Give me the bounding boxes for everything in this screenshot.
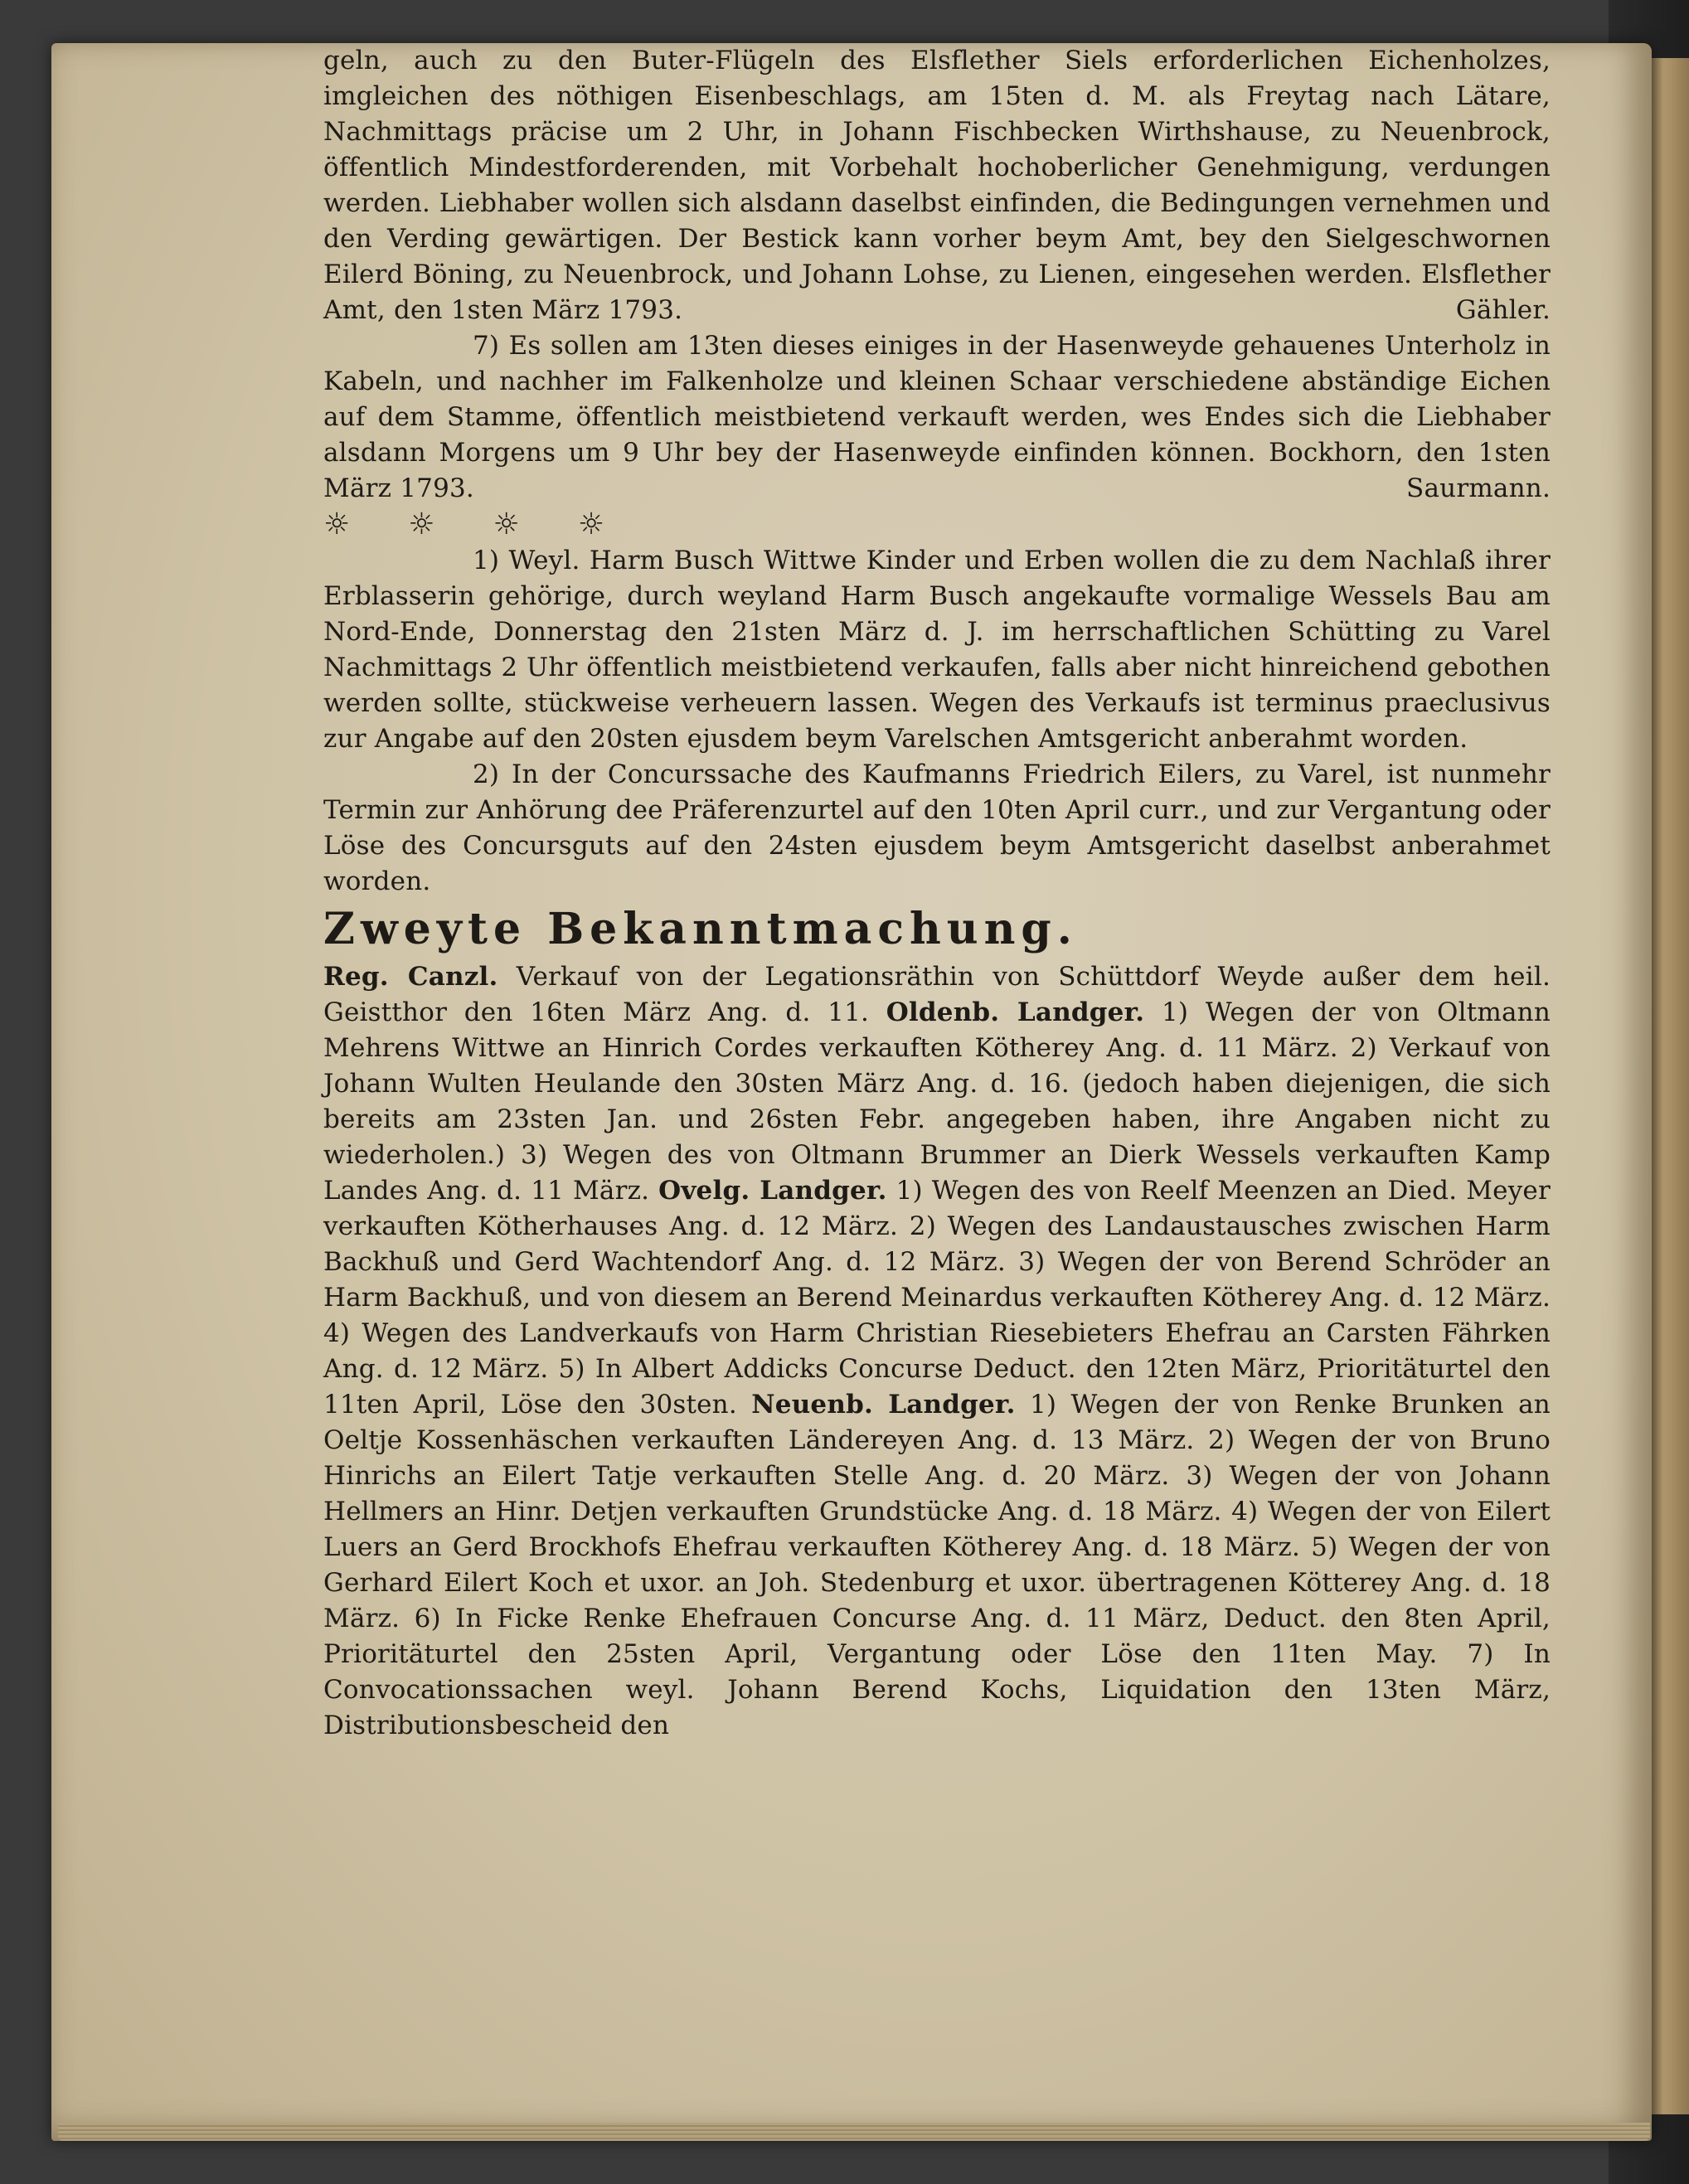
next-page-edge [1646,58,1689,2114]
section-divider-stars: ☼☼☼☼ [323,507,663,541]
signature-gaehler: Gähler. [1455,295,1551,325]
paragraph-continuation-text: geln, auch zu den Buter-Flügeln des Elsflether Siels erforderlichen Eichenholzes, imgleichen des nöthigen Eisenbeschlags, am 15ten d. M. als Freytag nach Lätare, Nachmittags präcise um 2 Uhr, in Johann Fischbecken Wirthshause, zu Neuenbrock, öffentlich Mindestforderenden, mit Vorbehalt hochoberlicher Genehmigung, verdungen werden. Liebhaber wollen sich alsdann daselbst einfinden, die Bedingungen vernehmen und den Verding gewärtigen. Der Bestick kann vorher beym Amt, bey den Sielgeschwornen Eilerd Böning, zu Neuenbrock, und Johann Lohse, zu Lienen, eingesehen werden. Elsflether Amt, den 1sten März 1793. [323,46,1551,325]
page-edge-stack [58,2123,1650,2141]
signature-saurmann: Saurmann. [1406,473,1551,503]
text-oldenb: 1) Wegen der von Oltmann Mehrens Wittwe an Hinrich Cordes verkauften Kötherey Ang. d. 11 März. 2) Verkauf von Johann Wulten Heulande den 30sten März Ang. d. 16. (jedoch haben diejenigen, die sich bereits am 23sten Jan. und 26sten Febr. angegeben haben, ihre Angaben nicht zu wiederholen.) 3) Wegen des von Oltmann Brummer an Dierk Wessels verkauften Kamp Landes Ang. d. 11 März. [323,997,1551,1206]
paragraph-varel-1: 1) Weyl. Harm Busch Wittwe Kinder und Erben wollen die zu dem Nachlaß ihrer Erblasserin gehörige, durch weyland Harm Busch angekaufte vormalige Wessels Bau am Nord-Ende, Donnerstag den 21sten März d. J. im herrschaftlichen Schütting zu Varel Nachmittags 2 Uhr öffentlich meistbietend verkaufen, falls aber nicht hinreichend gebothen werden sollte, stückweise verheuern lassen. Wegen des Verkaufs ist terminus praeclusivus zur Angabe auf den 20sten ejusdem beym Varelschen Amtsgericht anberahmt worden. [323,546,1551,754]
court-neuenb: Neuenb. Landger. [751,1390,1016,1420]
court-oldenb: Oldenb. Landger. [886,997,1145,1027]
section-heading: Zweyte Bekanntmachung. [323,904,1078,954]
paragraph-7 [323,328,1551,507]
paragraph-zweyte-bekanntmachung [323,959,1551,1744]
text-reg-canzl: Verkauf von der Legationsräthin von Schüttdorf Weyde außer dem heil. Geistthor den 16ten März Ang. d. 11. [323,962,1551,1027]
court-reg-canzl: Reg. Canzl. [323,962,498,992]
court-ovelg: Ovelg. Landger. [658,1176,887,1206]
page-text [323,43,1551,1744]
paragraph-varel-2: 2) In der Concurssache des Kaufmanns Friedrich Eilers, zu Varel, ist nunmehr Termin zur Anhörung dee Präferenzurtel auf den 10ten April curr., und zur Vergantung oder Löse des Concursguts auf den 24sten ejusdem beym Amtsgericht daselbst anberahmet worden. [323,760,1551,896]
paragraph-continuation [323,43,1551,328]
text-neuenb: 1) Wegen der von Renke Brunken an Oeltje Kossenhäschen verkauften Ländereyen Ang. d. 13 März. 2) Wegen der von Bruno Hinrichs an Eilert Tatje verkauften Stelle Ang. d. 20 März. 3) Wegen der von Johann Hellmers an Hinr. Detjen verkauften Grundstücke Ang. d. 18 März. 4) Wegen der von Eilert Luers an Gerd Brockhofs Ehefrau verkauften Kötherey Ang. d. 18 März. 5) Wegen der von Gerhard Eilert Koch et uxor. an Joh. Stedenburg et uxor. übertragenen Kötterey Ang. d. 18 März. 6) In Ficke Renke Ehefrauen Concurse Ang. d. 11 März, Deduct. den 8ten April, Prioritäturtel den 25sten April, Vergantung oder Löse den 11ten May. 7) In Convocationssachen weyl. Johann Berend Kochs, Liquidation den 13ten März, Distributionsbescheid den [323,1390,1551,1740]
text-ovelg: 1) Wegen des von Reelf Meenzen an Died. Meyer verkauften Kötherhauses Ang. d. 12 März. 2) Wegen des Landaustausches zwischen Harm Backhuß und Gerd Wachtendorf Ang. d. 12 März. 3) Wegen der von Berend Schröder an Harm Backhuß, und von diesem an Berend Meinardus verkauften Kötherey Ang. d. 12 März. 4) Wegen des Landverkaufs von Harm Christian Riesebieters Ehefrau an Carsten Fährken Ang. d. 12 März. 5) In Albert Addicks Concurse Deduct. den 12ten März, Prioritäturtel den 11ten April, Löse den 30sten. [323,1176,1551,1420]
paragraph-7-text: 7) Es sollen am 13ten dieses einiges in der Hasenweyde gehauenes Unterholz in Kabeln, und nachher im Falkenholze und kleinen Schaar verschiedene abständige Eichen auf dem Stamme, öffentlich meistbietend verkauft werden, wes Endes sich die Liebhaber alsdann Morgens um 9 Uhr bey der Hasenweyde einfinden können. Bockhorn, den 1sten März 1793. [323,331,1551,503]
